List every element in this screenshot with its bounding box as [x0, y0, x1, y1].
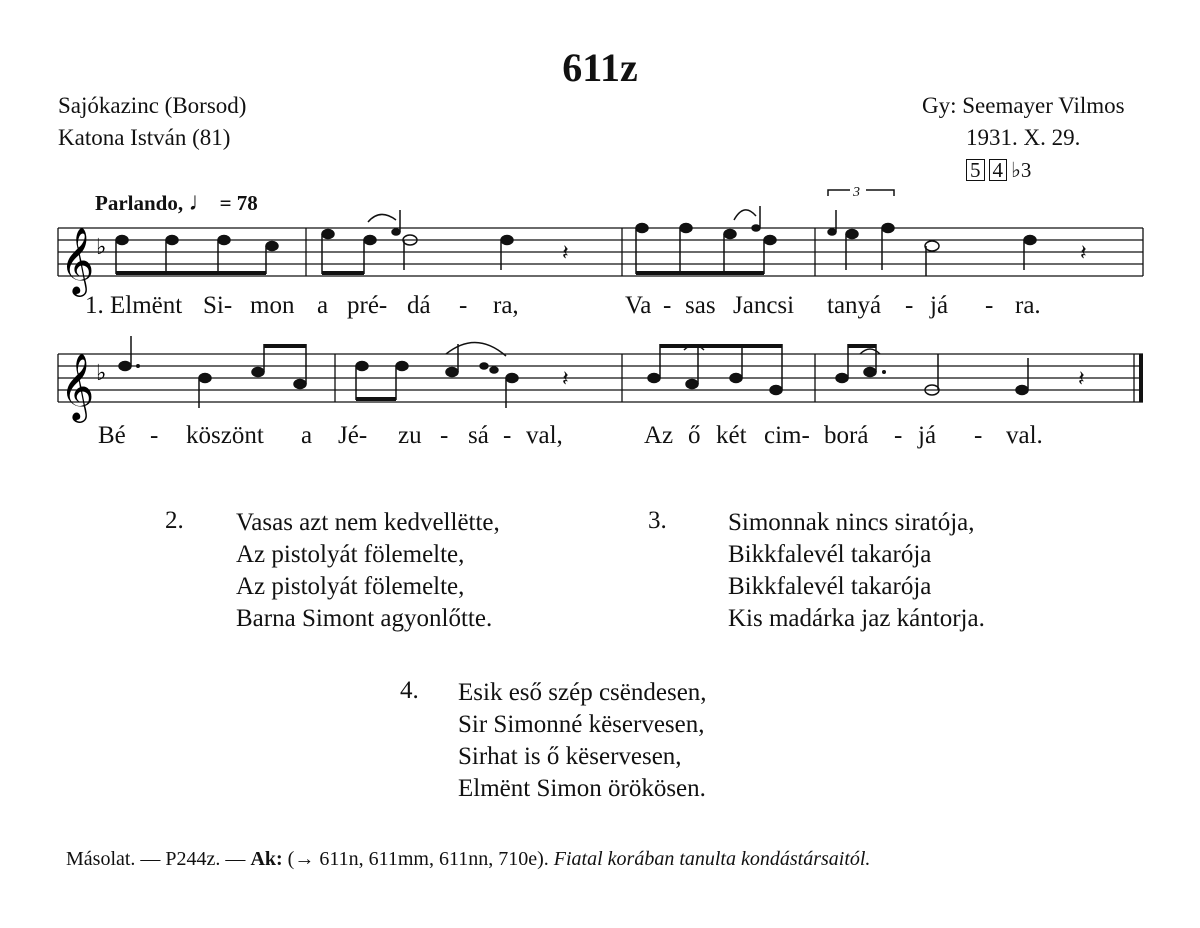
- svg-text:3: 3: [853, 185, 860, 200]
- key-box-3: ♭3: [1011, 158, 1032, 182]
- svg-text:𝄽: 𝄽: [562, 241, 569, 266]
- stanza-3-number: 3.: [648, 507, 667, 534]
- treble-clef-icon: 𝄞: [60, 226, 95, 294]
- location-info: [58, 90, 246, 154]
- stanza-3: Simonnak nincs siratója, Bikkfalevél takarója Bikkfalevél takarója Kis madárka jaz kántorja.: [728, 509, 985, 632]
- footer-references: (→ 611n, 611mm, 611nn, 710e).: [287, 848, 549, 870]
- song-number-title: 611z: [562, 45, 638, 90]
- stanza-4: Esik eső szép csëndesen, Sir Simonné këservesen, Sirhat is ő këservesen, Elmënt Simon örökösen.: [458, 679, 707, 802]
- quarter-note-icon: ♩: [188, 187, 215, 216]
- key-classification: [922, 154, 1125, 186]
- stanza-2: Vasas azt nem kedvellëtte, Az pistolyát fölemelte, Az pistolyát fölemelte, Barna Simont agyonlőtte.: [236, 509, 500, 632]
- key-box-2: 4: [989, 159, 1008, 181]
- tempo-label: Parlando,: [95, 191, 184, 215]
- footer-copy: Másolat. — P244z. —: [66, 848, 246, 870]
- svg-text:𝄽: 𝄽: [562, 367, 569, 392]
- tempo-value: = 78: [219, 191, 258, 215]
- flat-icon-2: ♭: [96, 361, 107, 386]
- svg-text:𝄽: 𝄽: [1078, 367, 1085, 392]
- stanza-4-number: 4.: [400, 677, 419, 704]
- singer: Katona István (81): [58, 125, 231, 150]
- stanza-2-number: 2.: [165, 507, 184, 534]
- village: Sajókazinc (Borsod): [58, 93, 247, 118]
- tempo-marking: [95, 187, 258, 217]
- footer-remark: Fiatal korában tanulta kondástársaitól.: [553, 848, 871, 870]
- footer-ak-label: Ak:: [250, 848, 283, 870]
- collection-date: 1931. X. 29.: [966, 125, 1081, 150]
- collector-info: [922, 90, 1125, 186]
- music-staff-2: [0, 344, 1200, 424]
- footer-note: [66, 848, 870, 871]
- collector: Gy: Seemayer Vilmos: [922, 93, 1125, 118]
- flat-icon: ♭: [96, 235, 107, 260]
- key-box-1: 5: [966, 159, 985, 181]
- treble-clef-icon-2: 𝄞: [60, 352, 95, 420]
- svg-text:𝄽: 𝄽: [1080, 241, 1087, 266]
